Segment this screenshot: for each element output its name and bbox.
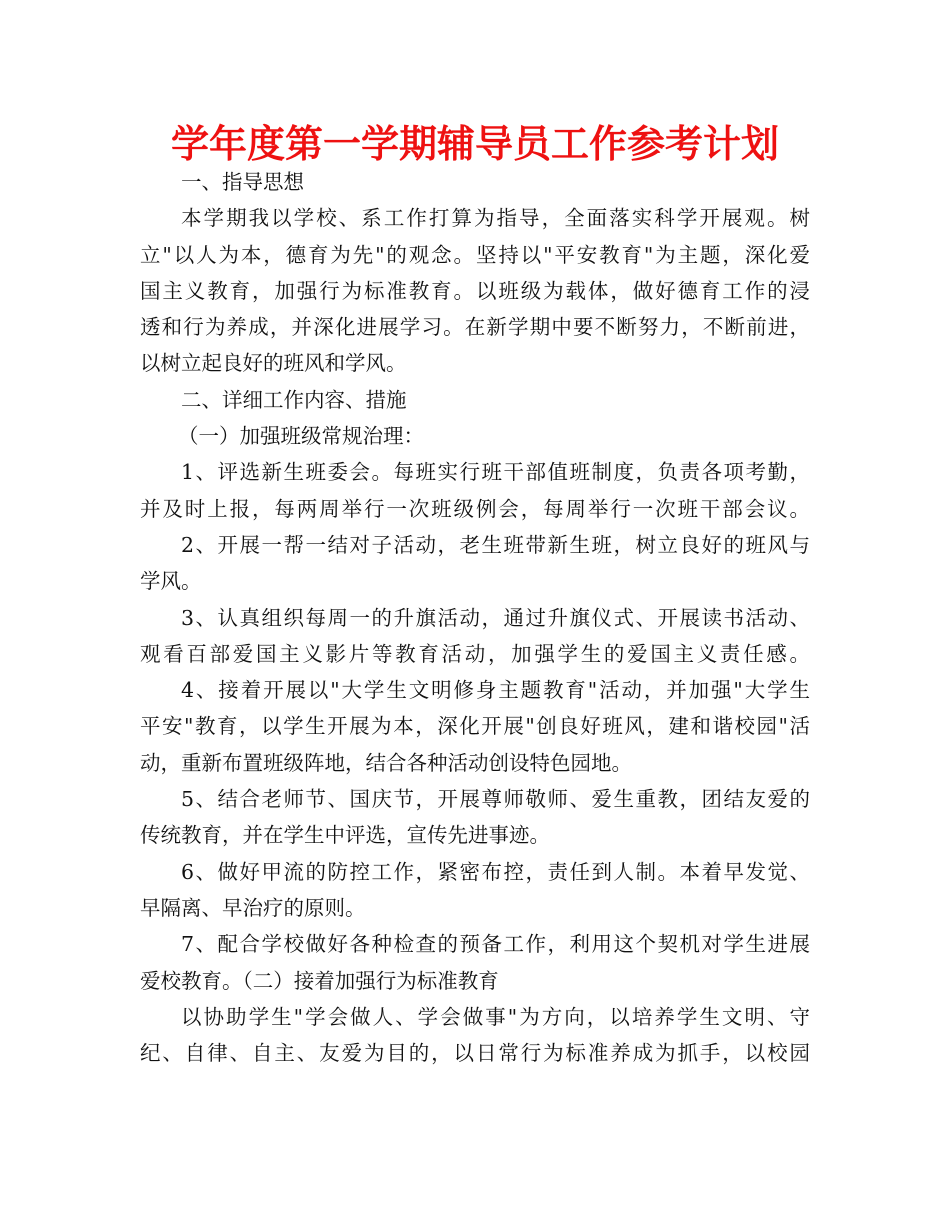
paragraph-line: 2、开展一帮一结对子活动，老生班带新生班，树立良好的班风与 bbox=[181, 532, 810, 557]
paragraph-line: 1、评选新生班委会。每班实行班干部值班制度，负责各项考勤， bbox=[181, 460, 810, 485]
document-title: 学年度第一学期辅导员工作参考计划 bbox=[170, 122, 779, 166]
paragraph-line: 纪、自律、自主、友爱为目的，以日常行为标准养成为抓手，以校园 bbox=[140, 1041, 810, 1066]
paragraph-line: 7、配合学校做好各种检查的预备工作，利用这个契机对学生进展 bbox=[181, 932, 810, 957]
paragraph-line: 以树立起良好的班风和学风。 bbox=[140, 351, 407, 376]
paragraph-line: 3、认真组织每周一的升旗活动，通过升旗仪式、开展读书活动、 bbox=[181, 605, 810, 630]
paragraph-line: 透和行为养成，并深化进展学习。在新学期中要不断努力，不断前进， bbox=[140, 315, 810, 340]
paragraph-line: 学风。 bbox=[140, 569, 202, 594]
paragraph-line: 国主义教育，加强行为标准教育。以班级为载体，做好德育工作的浸 bbox=[140, 278, 810, 303]
paragraph-line: 以协助学生"学会做人、学会做事"为方向，以培养学生文明、守 bbox=[181, 1004, 810, 1029]
subsection-heading: （一）加强班级常规治理： bbox=[178, 424, 424, 449]
paragraph-line: 早隔离、早治疗的原则。 bbox=[140, 895, 366, 920]
paragraph-line: 5、结合老师节、国庆节，开展尊师敬师、爱生重教，团结友爱的 bbox=[181, 787, 810, 812]
document-body bbox=[140, 164, 810, 1071]
paragraph-line: 6、做好甲流的防控工作，紧密布控，责任到人制。本着早发觉、 bbox=[181, 859, 810, 884]
paragraph-line: 动，重新布置班级阵地，结合各种活动创设特色园地。 bbox=[140, 750, 632, 775]
section-heading: 二、详细工作内容、措施 bbox=[181, 387, 407, 412]
paragraph-line: 传统教育，并在学生中评选，宣传先进事迹。 bbox=[140, 823, 550, 848]
paragraph-line: 立"以人为本，德育为先"的观念。坚持以"平安教育"为主题，深化爱 bbox=[140, 242, 810, 267]
paragraph-line: 本学期我以学校、系工作打算为指导，全面落实科学开展观。树 bbox=[181, 206, 810, 231]
paragraph-line: 观看百部爱国主义影片等教育活动，加强学生的爱国主义责任感。 bbox=[140, 641, 810, 666]
paragraph-line: 爱校教育。（二）接着加强行为标准教育 bbox=[140, 968, 499, 993]
paragraph-line: 4、接着开展以"大学生文明修身主题教育"活动，并加强"大学生 bbox=[181, 678, 810, 703]
section-heading: 一、指导思想 bbox=[181, 170, 304, 194]
paragraph-line: 并及时上报，每两周举行一次班级例会，每周举行一次班干部会议。 bbox=[140, 496, 810, 521]
paragraph-line: 平安"教育，以学生开展为本，深化开展"创良好班风，建和谐校园"活 bbox=[140, 714, 810, 739]
